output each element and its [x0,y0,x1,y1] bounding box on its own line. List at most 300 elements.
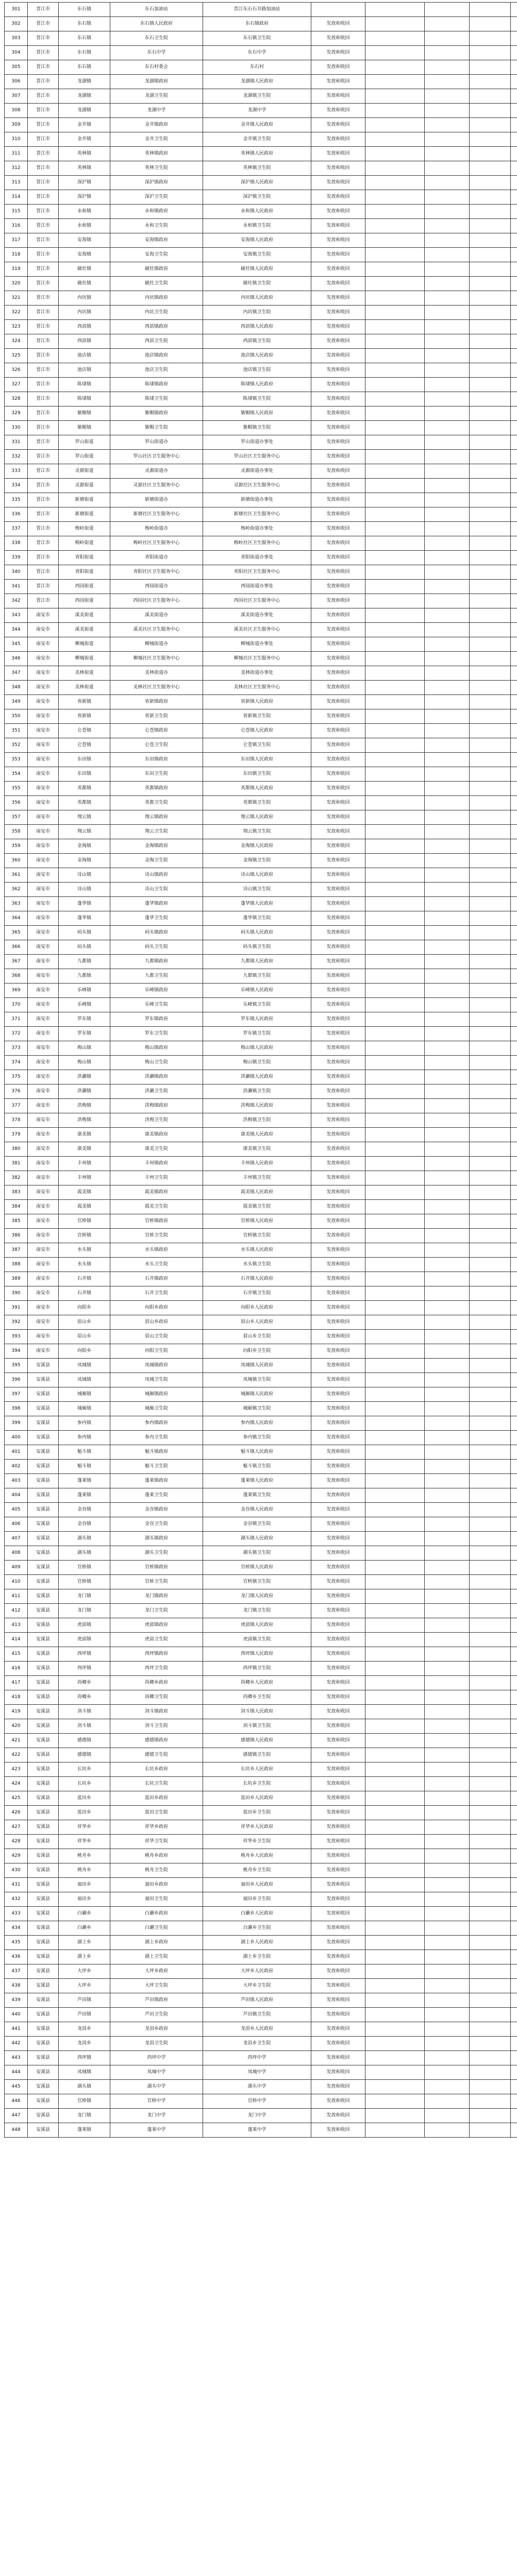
cell-hours [365,507,425,522]
cell-type: 发放和收回 [311,60,365,75]
cell-contact [470,118,511,132]
cell-note [511,1387,517,1402]
cell-note [511,1979,517,1993]
cell-type: 发放和收回 [311,248,365,262]
cell-note [511,1214,517,1229]
cell-contact [470,1027,511,1041]
cell-hours [365,955,425,969]
cell-note [511,1488,517,1503]
cell-city: 南安市 [28,1330,59,1344]
cell-type: 发放和收回 [311,479,365,493]
cell-hours [365,421,425,435]
cell-town: 九都镇 [59,955,110,969]
cell-town: 芦田镇 [59,1993,110,2008]
cell-phone [425,839,470,854]
cell-town: 湖上乡 [59,1950,110,1964]
cell-address: 乐峰镇人民政府 [203,984,311,998]
cell-phone [425,1604,470,1618]
table-row [5,190,517,205]
cell-city: 安溪县 [28,1791,59,1806]
cell-row-number: 315 [5,205,28,219]
table-row [5,796,517,810]
cell-hours [365,522,425,536]
cell-address: 西滨镇人民政府 [203,320,311,334]
cell-address: 虎邱镇人民政府 [203,1618,311,1633]
cell-row-number: 428 [5,1835,28,1849]
cell-address: 九都镇人民政府 [203,955,311,969]
cell-city: 安溪县 [28,1445,59,1460]
cell-town: 金谷镇 [59,1517,110,1532]
cell-note [511,507,517,522]
cell-site: 蓬莱镇政府 [110,1474,203,1488]
cell-hours [365,147,425,161]
cell-address: 九都镇卫生院 [203,969,311,984]
cell-row-number: 363 [5,897,28,911]
cell-hours [365,1200,425,1214]
cell-note [511,60,517,75]
cell-note [511,17,517,31]
cell-site: 乐峰镇政府 [110,984,203,998]
cell-city: 南安市 [28,608,59,623]
cell-phone [425,31,470,46]
cell-contact [470,248,511,262]
cell-note [511,421,517,435]
cell-phone [425,277,470,291]
cell-hours [365,825,425,839]
cell-town: 翔云镇 [59,810,110,825]
cell-row-number: 327 [5,378,28,392]
cell-phone [425,190,470,205]
cell-contact [470,1791,511,1806]
table-row [5,1806,517,1820]
cell-note [511,1950,517,1964]
cell-address: 永和镇卫生院 [203,219,311,233]
cell-row-number: 339 [5,551,28,565]
cell-town: 水头镇 [59,1258,110,1272]
cell-city: 晋江市 [28,349,59,363]
cell-hours [365,1907,425,1921]
cell-hours [365,1734,425,1748]
cell-contact [470,306,511,320]
cell-address: 英林镇卫生院 [203,161,311,176]
cell-town: 感德镇 [59,1734,110,1748]
table-row [5,955,517,969]
cell-site: 永和镇政府 [110,205,203,219]
cell-note [511,825,517,839]
cell-hours [365,2037,425,2051]
cell-note [511,1157,517,1171]
cell-row-number: 343 [5,608,28,623]
cell-phone [425,1705,470,1719]
cell-row-number: 340 [5,565,28,580]
cell-row-number: 388 [5,1258,28,1272]
cell-city: 安溪县 [28,1676,59,1690]
cell-contact [470,1272,511,1286]
cell-town: 蓬莱镇 [59,1488,110,1503]
cell-contact [470,1099,511,1113]
cell-address: 罗山街道办事处 [203,435,311,450]
cell-site: 青阳街道办 [110,551,203,565]
cell-hours [365,868,425,883]
cell-city: 南安市 [28,1157,59,1171]
cell-hours [365,854,425,868]
cell-row-number: 392 [5,1315,28,1330]
cell-hours [365,1113,425,1128]
cell-city: 南安市 [28,1272,59,1286]
cell-type: 发放和收回 [311,969,365,984]
cell-site: 金谷卫生院 [110,1517,203,1532]
cell-type: 发放和收回 [311,1589,365,1604]
cell-site: 东石中学 [110,46,203,60]
cell-address: 罗东镇卫生院 [203,1027,311,1041]
cell-row-number: 348 [5,681,28,695]
cell-row-number: 362 [5,883,28,897]
cell-contact [470,3,511,17]
cell-address: 大坪乡人民政府 [203,1964,311,1979]
cell-site: 乐峰卫生院 [110,998,203,1012]
cell-hours [365,1647,425,1662]
cell-city: 安溪县 [28,1907,59,1921]
cell-address: 金井镇人民政府 [203,118,311,132]
cell-city: 安溪县 [28,2094,59,2109]
cell-city: 晋江市 [28,161,59,176]
cell-phone [425,666,470,681]
table-row [5,1330,517,1344]
cell-row-number: 429 [5,1849,28,1863]
cell-note [511,1604,517,1618]
cell-town: 新塘街道 [59,507,110,522]
cell-note [511,536,517,551]
cell-hours [365,1575,425,1589]
cell-note [511,1705,517,1719]
cell-type: 发放和收回 [311,1618,365,1633]
cell-city: 晋江市 [28,31,59,46]
cell-contact [470,1878,511,1892]
cell-address: 龙门镇卫生院 [203,1604,311,1618]
cell-town: 西园街道 [59,580,110,594]
cell-type: 发放和收回 [311,1921,365,1936]
cell-town: 官桥镇 [59,1214,110,1229]
cell-town: 仑苍镇 [59,738,110,753]
cell-site: 龙门镇政府 [110,1589,203,1604]
cell-row-number: 401 [5,1445,28,1460]
cell-hours [365,1878,425,1892]
cell-hours [365,31,425,46]
cell-hours [365,334,425,349]
cell-contact [470,31,511,46]
cell-row-number: 350 [5,709,28,724]
cell-city: 晋江市 [28,378,59,392]
cell-address: 省新镇卫生院 [203,709,311,724]
cell-town: 美林街道 [59,666,110,681]
cell-site: 水头镇政府 [110,1243,203,1258]
cell-note [511,1517,517,1532]
cell-phone [425,1041,470,1056]
cell-site: 九都镇政府 [110,955,203,969]
cell-row-number: 301 [5,3,28,17]
cell-address: 丰州镇人民政府 [203,1157,311,1171]
cell-row-number: 430 [5,1863,28,1878]
table-row [5,1979,517,1993]
cell-city: 南安市 [28,998,59,1012]
cell-type: 发放和收回 [311,854,365,868]
cell-row-number: 364 [5,911,28,926]
cell-town: 龙门镇 [59,2109,110,2123]
table-row [5,248,517,262]
cell-town: 湖头镇 [59,1546,110,1561]
cell-hours [365,320,425,334]
cell-type: 发放和收回 [311,392,365,406]
cell-town: 英都镇 [59,782,110,796]
cell-type: 发放和收回 [311,1315,365,1330]
cell-town: 魁斗镇 [59,1460,110,1474]
cell-row-number: 341 [5,580,28,594]
cell-hours [365,782,425,796]
cell-row-number: 344 [5,623,28,637]
cell-hours [365,580,425,594]
cell-site: 梅山镇政府 [110,1041,203,1056]
cell-hours [365,796,425,810]
cell-town: 西坪镇 [59,2051,110,2065]
cell-city: 安溪县 [28,1460,59,1474]
cell-contact [470,1460,511,1474]
cell-type: 发放和收回 [311,1402,365,1416]
cell-note [511,89,517,104]
cell-phone [425,738,470,753]
cell-town: 水头镇 [59,1243,110,1258]
cell-hours [365,1258,425,1272]
cell-phone [425,132,470,147]
cell-site: 洪梅卫生院 [110,1113,203,1128]
cell-address: 紫帽镇卫生院 [203,421,311,435]
cell-address: 罗东镇人民政府 [203,1012,311,1027]
cell-site: 新塘街道办 [110,493,203,507]
cell-address: 霞美镇人民政府 [203,1185,311,1200]
cell-hours [365,940,425,955]
cell-phone [425,46,470,60]
cell-address: 向阳乡人民政府 [203,1301,311,1315]
cell-city: 南安市 [28,1056,59,1070]
cell-note [511,2080,517,2094]
cell-row-number: 368 [5,969,28,984]
cell-contact [470,897,511,911]
cell-town: 陈埭镇 [59,378,110,392]
cell-row-number: 376 [5,1084,28,1099]
cell-address: 仑苍镇卫生院 [203,738,311,753]
cell-row-number: 321 [5,291,28,306]
cell-address: 龙湖中学 [203,104,311,118]
table-row [5,1056,517,1070]
table-row [5,1835,517,1849]
cell-note [511,810,517,825]
cell-city: 南安市 [28,1012,59,1027]
cell-row-number: 307 [5,89,28,104]
cell-address: 金井镇卫生院 [203,132,311,147]
cell-note [511,767,517,782]
cell-city: 南安市 [28,1128,59,1142]
cell-type: 发放和收回 [311,1272,365,1286]
cell-note [511,1647,517,1662]
table-row [5,464,517,479]
cell-city: 安溪县 [28,1849,59,1863]
cell-type: 发放和收回 [311,493,365,507]
cell-site: 安海卫生院 [110,248,203,262]
cell-town: 官桥镇 [59,1575,110,1589]
cell-row-number: 352 [5,738,28,753]
cell-contact [470,2037,511,2051]
table-row [5,2080,517,2094]
cell-contact [470,969,511,984]
cell-note [511,205,517,219]
cell-note [511,868,517,883]
cell-address: 蓬华镇卫生院 [203,911,311,926]
cell-town: 磁灶镇 [59,277,110,291]
cell-phone [425,2037,470,2051]
cell-address: 蓝田乡人民政府 [203,1791,311,1806]
cell-note [511,349,517,363]
cell-site: 龙门中学 [110,2109,203,2123]
cell-site: 祥华乡政府 [110,1820,203,1835]
cell-note [511,753,517,767]
cell-row-number: 373 [5,1041,28,1056]
cell-town: 城厢镇 [59,1402,110,1416]
cell-type: 发放和收回 [311,1993,365,2008]
cell-city: 安溪县 [28,1359,59,1373]
cell-address: 西坪镇人民政府 [203,1647,311,1662]
cell-address: 美林街道办事处 [203,666,311,681]
cell-hours [365,277,425,291]
cell-row-number: 357 [5,810,28,825]
cell-type: 发放和收回 [311,1777,365,1791]
cell-row-number: 319 [5,262,28,277]
cell-phone [425,1157,470,1171]
cell-town: 永和镇 [59,205,110,219]
cell-phone [425,681,470,695]
cell-hours [365,262,425,277]
cell-contact [470,378,511,392]
table-row [5,262,517,277]
cell-row-number: 435 [5,1936,28,1950]
cell-site: 青阳社区卫生服务中心 [110,565,203,580]
cell-note [511,1128,517,1142]
cell-type: 发放和收回 [311,349,365,363]
cell-town: 新塘街道 [59,493,110,507]
cell-address: 城厢镇卫生院 [203,1402,311,1416]
cell-hours [365,1214,425,1229]
table-row [5,839,517,854]
cell-row-number: 442 [5,2037,28,2051]
cell-town: 桃舟乡 [59,1849,110,1863]
cell-phone [425,2065,470,2080]
cell-note [511,1618,517,1633]
table-row [5,926,517,940]
cell-site: 官桥镇政府 [110,1214,203,1229]
cell-site: 陈埭卫生院 [110,392,203,406]
cell-type: 发放和收回 [311,1748,365,1762]
table-row [5,1113,517,1128]
cell-contact [470,652,511,666]
cell-type: 发放和收回 [311,911,365,926]
cell-contact [470,1993,511,2008]
cell-hours [365,2109,425,2123]
cell-site: 柳城街道办 [110,637,203,652]
cell-phone [425,883,470,897]
cell-row-number: 375 [5,1070,28,1084]
cell-contact [470,291,511,306]
cell-site: 长坑乡政府 [110,1762,203,1777]
cell-row-number: 328 [5,392,28,406]
cell-city: 南安市 [28,1258,59,1272]
cell-site: 罗山街道办 [110,435,203,450]
cell-note [511,2022,517,2037]
cell-row-number: 338 [5,536,28,551]
cell-hours [365,17,425,31]
cell-type: 发放和收回 [311,1676,365,1690]
cell-hours [365,46,425,60]
cell-type: 发放和收回 [311,334,365,349]
cell-row-number: 434 [5,1921,28,1936]
cell-site: 西滨镇政府 [110,320,203,334]
table-row [5,334,517,349]
cell-row-number: 310 [5,132,28,147]
cell-note [511,233,517,248]
cell-note [511,406,517,421]
cell-site: 省新卫生院 [110,709,203,724]
cell-city: 晋江市 [28,17,59,31]
table-row [5,666,517,681]
table-row [5,320,517,334]
cell-site: 龙涓卫生院 [110,2037,203,2051]
cell-phone [425,1921,470,1936]
cell-hours [365,2080,425,2094]
cell-contact [470,955,511,969]
cell-phone [425,262,470,277]
table-row [5,1301,517,1315]
table-row [5,378,517,392]
table-row [5,118,517,132]
cell-contact [470,796,511,810]
cell-phone [425,1359,470,1373]
cell-type: 发放和收回 [311,1835,365,1849]
table-row [5,1561,517,1575]
cell-town: 深沪镇 [59,190,110,205]
cell-note [511,1820,517,1835]
cell-type: 发放和收回 [311,652,365,666]
cell-town: 灵源街道 [59,464,110,479]
cell-row-number: 408 [5,1546,28,1561]
cell-hours [365,551,425,565]
cell-address: 蓬华镇人民政府 [203,897,311,911]
cell-note [511,75,517,89]
cell-hours [365,1359,425,1373]
cell-city: 晋江市 [28,277,59,291]
cell-town: 东石镇 [59,60,110,75]
cell-row-number: 385 [5,1214,28,1229]
cell-contact [470,608,511,623]
cell-site: 蓝田乡政府 [110,1791,203,1806]
cell-hours [365,695,425,709]
cell-hours [365,1892,425,1907]
cell-phone [425,1185,470,1200]
cell-hours [365,594,425,608]
cell-city: 南安市 [28,753,59,767]
cell-note [511,479,517,493]
cell-address: 剑斗镇人民政府 [203,1705,311,1719]
cell-row-number: 398 [5,1402,28,1416]
cell-phone [425,479,470,493]
cell-site: 深沪镇政府 [110,176,203,190]
cell-address: 官桥镇人民政府 [203,1214,311,1229]
